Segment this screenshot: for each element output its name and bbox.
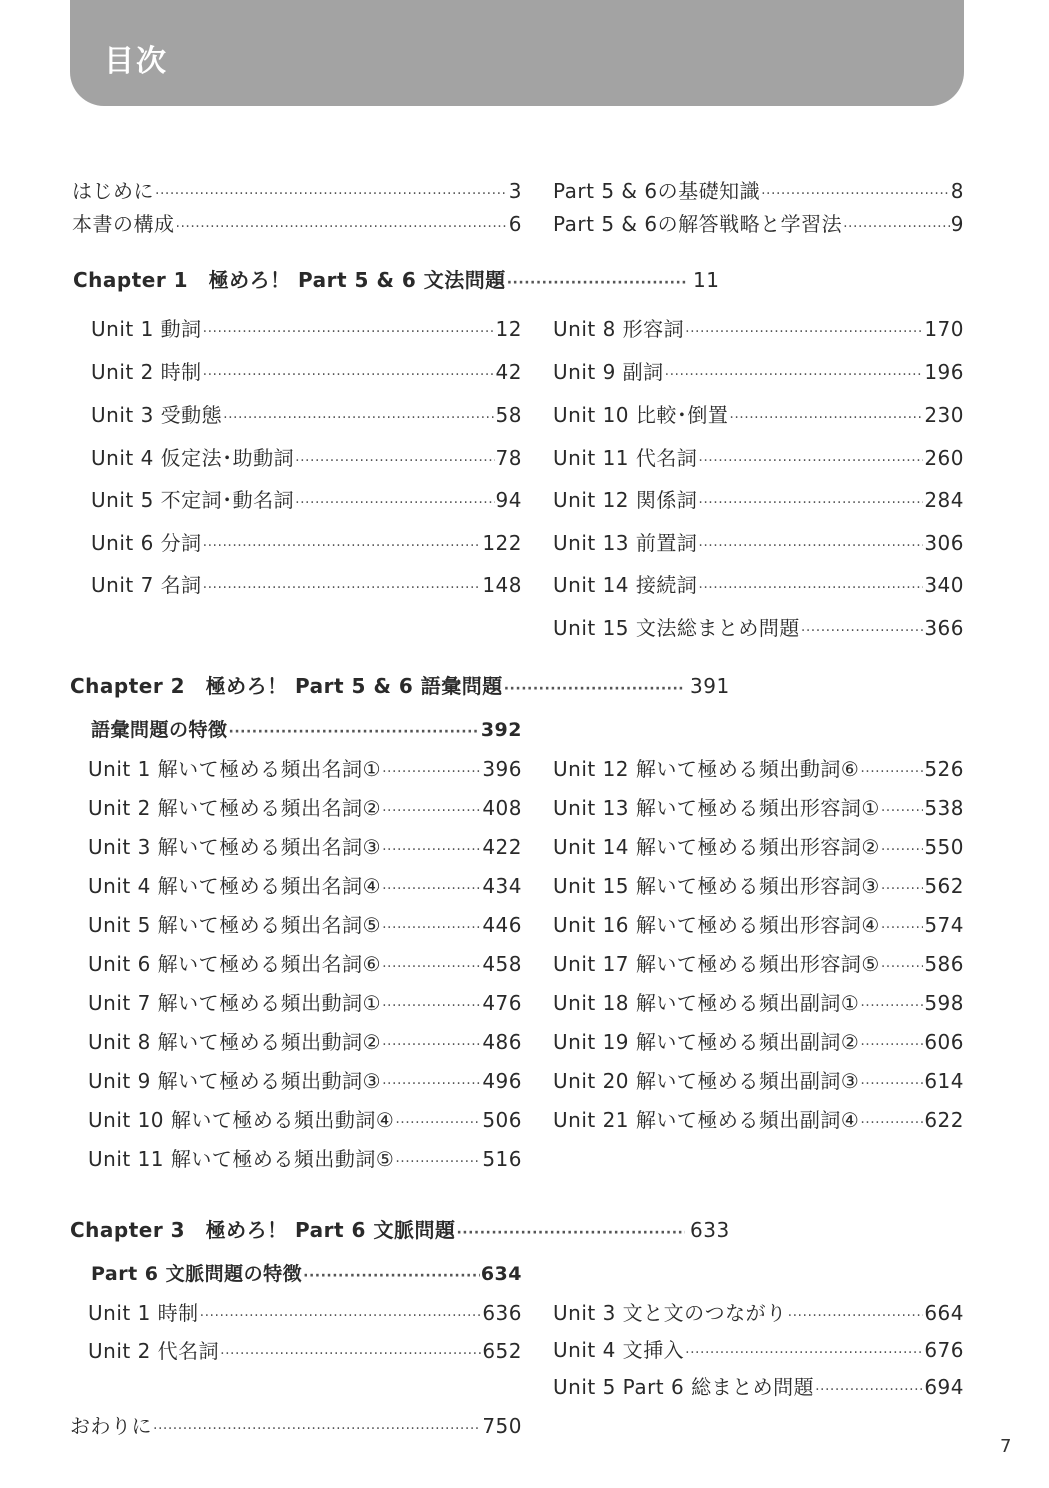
leader-dots xyxy=(303,1263,480,1289)
leader-dots xyxy=(801,618,923,644)
unit-entry[interactable] xyxy=(553,572,964,601)
toc-entry-intro[interactable] xyxy=(72,211,522,240)
toc-entry-page: 586 xyxy=(924,952,964,976)
toc-entry-label: Unit 7 解いて極める頻出動詞① xyxy=(88,991,382,1015)
toc-entry-page: 614 xyxy=(924,1069,964,1093)
toc-entry-page: 9 xyxy=(950,212,964,236)
toc-entry-page: 422 xyxy=(482,835,522,859)
leader-dots xyxy=(395,1149,481,1175)
toc-entry-label: Unit 2 代名詞 xyxy=(88,1339,220,1363)
leader-dots xyxy=(203,362,495,388)
toc-entry-label: Unit 13 解いて極める頻出形容詞① xyxy=(553,796,880,820)
chapter-title: Chapter 3 極めろ！ Part 6 文脈問題 xyxy=(70,1218,456,1242)
toc-entry-label: Unit 4 仮定法･助動詞 xyxy=(91,446,295,470)
toc-entry-label: Unit 17 解いて極める頻出形容詞⑤ xyxy=(553,952,880,976)
toc-entry-label: Unit 21 解いて極める頻出副詞④ xyxy=(553,1108,860,1132)
leader-dots xyxy=(860,993,923,1019)
toc-entry-label: Part 6 文脈問題の特徴 xyxy=(91,1263,303,1285)
leader-dots xyxy=(456,1220,685,1246)
unit-entry[interactable] xyxy=(553,487,964,516)
leader-dots xyxy=(203,575,482,601)
unit-entry[interactable] xyxy=(553,359,964,388)
leader-dots xyxy=(698,533,923,559)
unit-entry[interactable] xyxy=(553,951,964,980)
chapter-page: 391 xyxy=(690,674,730,698)
toc-entry-page: 3 xyxy=(508,179,522,203)
toc-entry-label: Unit 5 Part 6 総まとめ問題 xyxy=(553,1375,815,1399)
toc-entry-intro[interactable] xyxy=(553,178,964,207)
toc-entry-label: Unit 10 比較･倒置 xyxy=(553,403,729,427)
toc-entry-label: Unit 1 解いて極める頻出名詞① xyxy=(88,757,382,781)
unit-entry[interactable] xyxy=(553,795,964,824)
unit-entry[interactable] xyxy=(553,402,964,431)
unit-entry[interactable] xyxy=(88,1338,522,1367)
toc-entry-page: 58 xyxy=(495,403,522,427)
unit-entry[interactable] xyxy=(553,834,964,863)
toc-entry-label: Unit 3 受動態 xyxy=(91,403,223,427)
toc-entry-page: 622 xyxy=(924,1108,964,1132)
leader-dots xyxy=(860,1032,923,1058)
toc-entry-page: 606 xyxy=(924,1030,964,1054)
unit-entry[interactable] xyxy=(88,873,522,902)
toc-entry-label: Unit 4 解いて極める頻出名詞④ xyxy=(88,874,382,898)
toc-entry-label: Unit 11 代名詞 xyxy=(553,446,698,470)
toc-entry-label: Unit 12 関係詞 xyxy=(553,488,698,512)
leader-dots xyxy=(507,270,688,296)
toc-entry-label: Unit 8 形容詞 xyxy=(553,317,685,341)
toc-entry-label: Unit 10 解いて極める頻出動詞④ xyxy=(88,1108,395,1132)
toc-entry-label: Unit 13 前置詞 xyxy=(553,531,698,555)
leader-dots xyxy=(698,448,923,474)
toc-entry-intro[interactable] xyxy=(72,178,522,207)
toc-entry-label: Unit 1 時制 xyxy=(88,1301,199,1325)
leader-dots xyxy=(382,876,481,902)
unit-entry[interactable] xyxy=(88,1029,522,1058)
leader-dots xyxy=(815,1377,923,1403)
leader-dots xyxy=(881,915,924,941)
leader-dots xyxy=(881,954,924,980)
toc-entry-label: Unit 12 解いて極める頻出動詞⑥ xyxy=(553,757,860,781)
leader-dots xyxy=(153,1416,481,1442)
leader-dots xyxy=(382,1032,481,1058)
toc-entry-label: おわりに xyxy=(70,1414,152,1438)
leader-dots xyxy=(860,1110,923,1136)
toc-entry-page: 148 xyxy=(482,573,522,597)
toc-entry-label: はじめに xyxy=(72,179,154,203)
toc-entry-label: Unit 9 副詞 xyxy=(553,360,664,384)
leader-dots xyxy=(761,181,950,207)
unit-entry[interactable] xyxy=(553,1374,964,1403)
unit-entry[interactable] xyxy=(91,487,522,516)
toc-entry-label: Unit 14 解いて極める頻出形容詞② xyxy=(553,835,880,859)
toc-entry-label: Unit 1 動詞 xyxy=(91,317,202,341)
unit-entry[interactable] xyxy=(553,756,964,785)
leader-dots xyxy=(203,533,482,559)
toc-entry-page: 94 xyxy=(495,488,522,512)
toc-entry-page: 486 xyxy=(482,1030,522,1054)
unit-entry[interactable] xyxy=(553,445,964,474)
toc-entry-page: 12 xyxy=(495,317,522,341)
toc-entry-page: 196 xyxy=(924,360,964,384)
toc-entry-page: 634 xyxy=(480,1263,522,1285)
toc-entry-page: 6 xyxy=(508,212,522,236)
toc-entry-page: 526 xyxy=(924,757,964,781)
unit-entry[interactable] xyxy=(88,1068,522,1097)
toc-entry-page: 458 xyxy=(482,952,522,976)
toc-entry-page: 78 xyxy=(495,446,522,470)
toc-entry-label: Unit 4 文挿入 xyxy=(553,1338,685,1362)
unit-entry[interactable] xyxy=(88,912,522,941)
toc-entry-page: 538 xyxy=(924,796,964,820)
unit-entry[interactable] xyxy=(88,795,522,824)
unit-entry[interactable] xyxy=(553,873,964,902)
unit-entry[interactable] xyxy=(88,951,522,980)
toc-entry-label: Unit 18 解いて極める頻出副詞① xyxy=(553,991,860,1015)
leader-dots xyxy=(860,1071,923,1097)
toc-entry-page: 42 xyxy=(495,360,522,384)
chapter-heading[interactable] xyxy=(70,1217,730,1246)
toc-entry-label: Unit 2 時制 xyxy=(91,360,202,384)
toc-entry-label: 語彙問題の特徴 xyxy=(91,719,228,741)
toc-entry-page: 122 xyxy=(482,531,522,555)
toc-entry-page: 340 xyxy=(924,573,964,597)
toc-entry-label: Unit 3 文と文のつながり xyxy=(553,1301,787,1325)
toc-entry-page: 230 xyxy=(924,403,964,427)
toc-entry-page: 392 xyxy=(480,719,522,741)
toc-entry-label: Unit 20 解いて極める頻出副詞③ xyxy=(553,1069,860,1093)
unit-entry[interactable] xyxy=(553,1337,964,1366)
leader-dots xyxy=(382,954,481,980)
leader-dots xyxy=(881,837,924,863)
unit-entry[interactable] xyxy=(553,912,964,941)
chapter-heading[interactable] xyxy=(70,673,730,702)
leader-dots xyxy=(881,876,924,902)
leader-dots xyxy=(843,214,950,240)
toc-entry-label: Unit 15 文法総まとめ問題 xyxy=(553,616,800,640)
unit-entry[interactable] xyxy=(553,1068,964,1097)
toc-entry-label: Part 5 & 6の解答戦略と学習法 xyxy=(553,212,843,236)
unit-entry[interactable] xyxy=(91,445,522,474)
leader-dots xyxy=(860,759,923,785)
unit-entry[interactable] xyxy=(88,1300,522,1329)
leader-dots xyxy=(685,319,923,345)
toc-entry-page: 366 xyxy=(924,616,964,640)
toc-entry-label: Unit 2 解いて極める頻出名詞② xyxy=(88,796,382,820)
unit-entry[interactable] xyxy=(91,316,522,345)
unit-entry[interactable] xyxy=(91,359,522,388)
toc-entry-page: 562 xyxy=(924,874,964,898)
leader-dots xyxy=(203,319,495,345)
leader-dots xyxy=(665,362,924,388)
section-feature[interactable] xyxy=(91,1261,522,1289)
toc-entry-page: 574 xyxy=(924,913,964,937)
toc-entry-label: Unit 5 不定詞･動名詞 xyxy=(91,488,295,512)
toc-entry-label: Unit 19 解いて極める頻出副詞② xyxy=(553,1030,860,1054)
unit-entry[interactable] xyxy=(88,990,522,1019)
leader-dots xyxy=(295,490,494,516)
toc-entry-page: 652 xyxy=(482,1339,522,1363)
toc-entry-page: 446 xyxy=(482,913,522,937)
toc-entry-page: 284 xyxy=(924,488,964,512)
leader-dots xyxy=(382,798,481,824)
toc-entry-page: 260 xyxy=(924,446,964,470)
chapter-page: 633 xyxy=(690,1218,730,1242)
unit-entry[interactable] xyxy=(88,834,522,863)
toc-entry-label: Unit 14 接続詞 xyxy=(553,573,698,597)
leader-dots xyxy=(685,1340,923,1366)
toc-entry-label: Unit 6 解いて極める頻出名詞⑥ xyxy=(88,952,382,976)
toc-entry-outro[interactable] xyxy=(70,1413,522,1442)
chapter-heading[interactable] xyxy=(73,267,733,296)
leader-dots xyxy=(382,1071,481,1097)
toc-entry-page: 496 xyxy=(482,1069,522,1093)
toc-entry-label: Unit 16 解いて極める頻出形容詞④ xyxy=(553,913,880,937)
unit-entry[interactable] xyxy=(553,990,964,1019)
leader-dots xyxy=(382,837,481,863)
toc-entry-page: 636 xyxy=(482,1301,522,1325)
chapter-page: 11 xyxy=(693,268,720,292)
leader-dots xyxy=(295,448,494,474)
leader-dots xyxy=(382,759,481,785)
toc-entry-label: 本書の構成 xyxy=(72,212,175,236)
page-title: 目次 xyxy=(104,44,168,79)
toc-entry-label: Unit 15 解いて極める頻出形容詞③ xyxy=(553,874,880,898)
toc-entry-page: 434 xyxy=(482,874,522,898)
leader-dots xyxy=(382,915,481,941)
toc-entry-page: 306 xyxy=(924,531,964,555)
toc-entry-page: 750 xyxy=(482,1414,522,1438)
toc-entry-page: 516 xyxy=(482,1147,522,1171)
toc-entry-intro[interactable] xyxy=(553,211,964,240)
toc-entry-label: Unit 8 解いて極める頻出動詞② xyxy=(88,1030,382,1054)
leader-dots xyxy=(504,676,685,702)
toc-entry-page: 664 xyxy=(924,1301,964,1325)
leader-dots xyxy=(155,181,508,207)
toc-entry-page: 8 xyxy=(950,179,964,203)
toc-entry-page: 550 xyxy=(924,835,964,859)
leader-dots xyxy=(698,490,923,516)
leader-dots xyxy=(698,575,923,601)
toc-entry-page: 694 xyxy=(924,1375,964,1399)
header-band xyxy=(70,0,964,106)
leader-dots xyxy=(223,405,494,431)
unit-entry[interactable] xyxy=(553,615,964,644)
unit-entry[interactable] xyxy=(553,1107,964,1136)
toc-entry-label: Unit 11 解いて極める頻出動詞⑤ xyxy=(88,1147,395,1171)
leader-dots xyxy=(176,214,508,240)
unit-entry[interactable] xyxy=(91,572,522,601)
unit-entry[interactable] xyxy=(553,316,964,345)
unit-entry[interactable] xyxy=(88,1107,522,1136)
leader-dots xyxy=(200,1303,482,1329)
unit-entry[interactable] xyxy=(88,756,522,785)
section-feature[interactable] xyxy=(91,717,522,745)
leader-dots xyxy=(881,798,924,824)
toc-entry-label: Part 5 & 6の基礎知識 xyxy=(553,179,761,203)
toc-entry-label: Unit 5 解いて極める頻出名詞⑤ xyxy=(88,913,382,937)
toc-entry-page: 506 xyxy=(482,1108,522,1132)
toc-entry-page: 408 xyxy=(482,796,522,820)
leader-dots xyxy=(382,993,481,1019)
leader-dots xyxy=(729,405,923,431)
toc-entry-page: 396 xyxy=(482,757,522,781)
unit-entry[interactable] xyxy=(91,530,522,559)
chapter-title: Chapter 2 極めろ！ Part 5 & 6 語彙問題 xyxy=(70,674,503,698)
leader-dots xyxy=(788,1303,924,1329)
unit-entry[interactable] xyxy=(553,1029,964,1058)
toc-entry-page: 476 xyxy=(482,991,522,1015)
toc-entry-page: 598 xyxy=(924,991,964,1015)
leader-dots xyxy=(395,1110,481,1136)
leader-dots xyxy=(220,1341,481,1367)
toc-entry-page: 676 xyxy=(924,1338,964,1362)
page-number: 7 xyxy=(1000,1436,1012,1457)
toc-entry-label: Unit 7 名詞 xyxy=(91,573,202,597)
toc-entry-label: Unit 3 解いて極める頻出名詞③ xyxy=(88,835,382,859)
chapter-title: Chapter 1 極めろ！ Part 5 & 6 文法問題 xyxy=(73,268,506,292)
unit-entry[interactable] xyxy=(88,1146,522,1175)
unit-entry[interactable] xyxy=(553,530,964,559)
toc-entry-page: 170 xyxy=(924,317,964,341)
toc-entry-label: Unit 9 解いて極める頻出動詞③ xyxy=(88,1069,382,1093)
leader-dots xyxy=(229,719,480,745)
unit-entry[interactable] xyxy=(553,1300,964,1329)
toc-entry-label: Unit 6 分詞 xyxy=(91,531,202,555)
unit-entry[interactable] xyxy=(91,402,522,431)
